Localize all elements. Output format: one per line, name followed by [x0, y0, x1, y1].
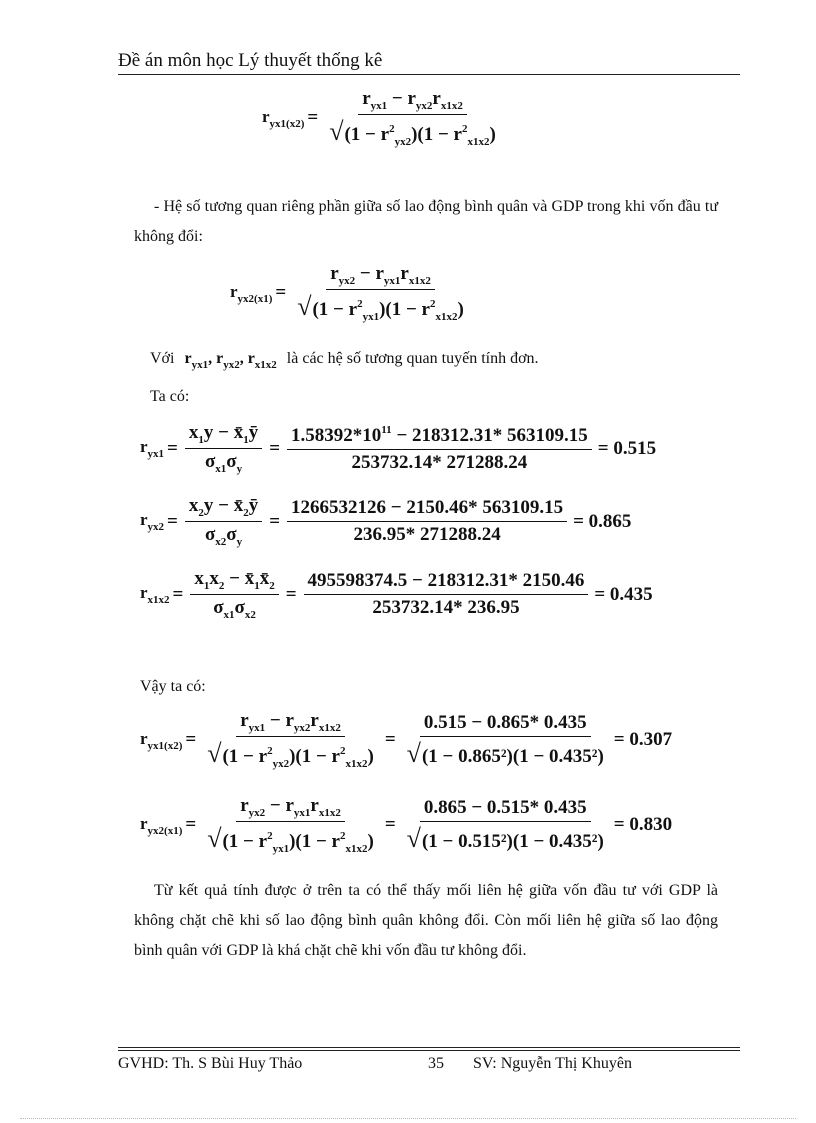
- footer-supervisor: GVHD: Th. S Bùi Huy Thảo: [118, 1055, 303, 1072]
- page-bottom-border: [20, 1118, 796, 1119]
- formula-r-x1x2: $r_{x1x2}$ = $\frac{x_1x_2 - x̄_1x̄_2}{\sigma_{x1}\sigma_{x2}}$ = $\frac{495598374.5 - 218312.31* 2150.46}{253732.14* 236.95}$ = 0.435: [140, 568, 653, 621]
- footer-student: SV: Nguyễn Thị Khuyên: [473, 1055, 632, 1072]
- page-number: 35: [428, 1055, 444, 1072]
- we-have-label: Ta có:: [150, 388, 190, 405]
- formula-r-yx1: $r_{yx1}$ = $\frac{x_1y - x̄_1ȳ}{\sigma_{x1}\sigma_y}$ = $\frac{1.58392*10^{11} - 218312.31* 563109.15}{253732.14* 271288.24}$ = 0.515: [140, 422, 657, 475]
- simple-correlation-note: Với $r_{yx1}$, $r_{yx2}$, $r_{x1x2}$ là các hệ số tương quan tuyến tính đơn.: [150, 350, 539, 371]
- header-rule: [118, 74, 740, 75]
- formula-partial-yx1: $r_{yx1(x2)}$ = $\frac{r_{yx1} - r_{yx2}r_{x1x2}}{√(1 - r^2_{yx2})(1 - r^2_{x1x2})}$: [262, 88, 496, 148]
- page-header: Đề án môn học Lý thuyết thống kê: [118, 50, 383, 71]
- therefore-label: Vậy ta có:: [140, 678, 206, 695]
- paragraph-conclusion: Từ kết quả tính được ở trên ta có thể thấy mối liên hệ giữa vốn đầu tư với GDP là không chặt chẽ khi số lao động bình quân không đổi. Còn mối liên hệ giữa số lao động bình quân với GDP là khá chặt chẽ khi vốn đầu tư không đổi.: [134, 882, 718, 959]
- formula-partial-yx2: $r_{yx2(x1)}$ = $\frac{r_{yx2} - r_{yx1}r_{x1x2}}{√(1 - r^2_{yx1})(1 - r^2_{x1x2})}$: [230, 263, 464, 323]
- footer-rule-top: [118, 1047, 740, 1048]
- paragraph-partial-description: - Hệ số tương quan riêng phần giữa số lao động bình quân và GDP trong khi vốn đầu tư không đổi:: [134, 198, 718, 245]
- formula-r-yx2: $r_{yx2}$ = $\frac{x_2y - x̄_2ȳ}{\sigma_{x2}\sigma_y}$ = $\frac{1266532126 - 2150.46* 563109.15}{236.95* 271288.24}$ = 0.865: [140, 495, 632, 548]
- formula-result-yx2: $r_{yx2(x1)}$ = $\frac{r_{yx2} - r_{yx1}r_{x1x2}}{√(1 - r^2_{yx1})(1 - r^2_{x1x2})}$ = $\frac{0.865 - 0.515* 0.435}{\text{√(1 − 0.515²)(1 − 0.435²)}}$ = 0.830: [140, 795, 673, 855]
- formula-result-yx1: $r_{yx1(x2)}$ = $\frac{r_{yx1} - r_{yx2}r_{x1x2}}{√(1 - r^2_{yx2})(1 - r^2_{x1x2})}$ = $\frac{0.515 - 0.865* 0.435}{\text{√(1 − 0.865²)(1 − 0.435²)}}$ = 0.307: [140, 710, 673, 770]
- footer-rule-bottom: [118, 1050, 740, 1051]
